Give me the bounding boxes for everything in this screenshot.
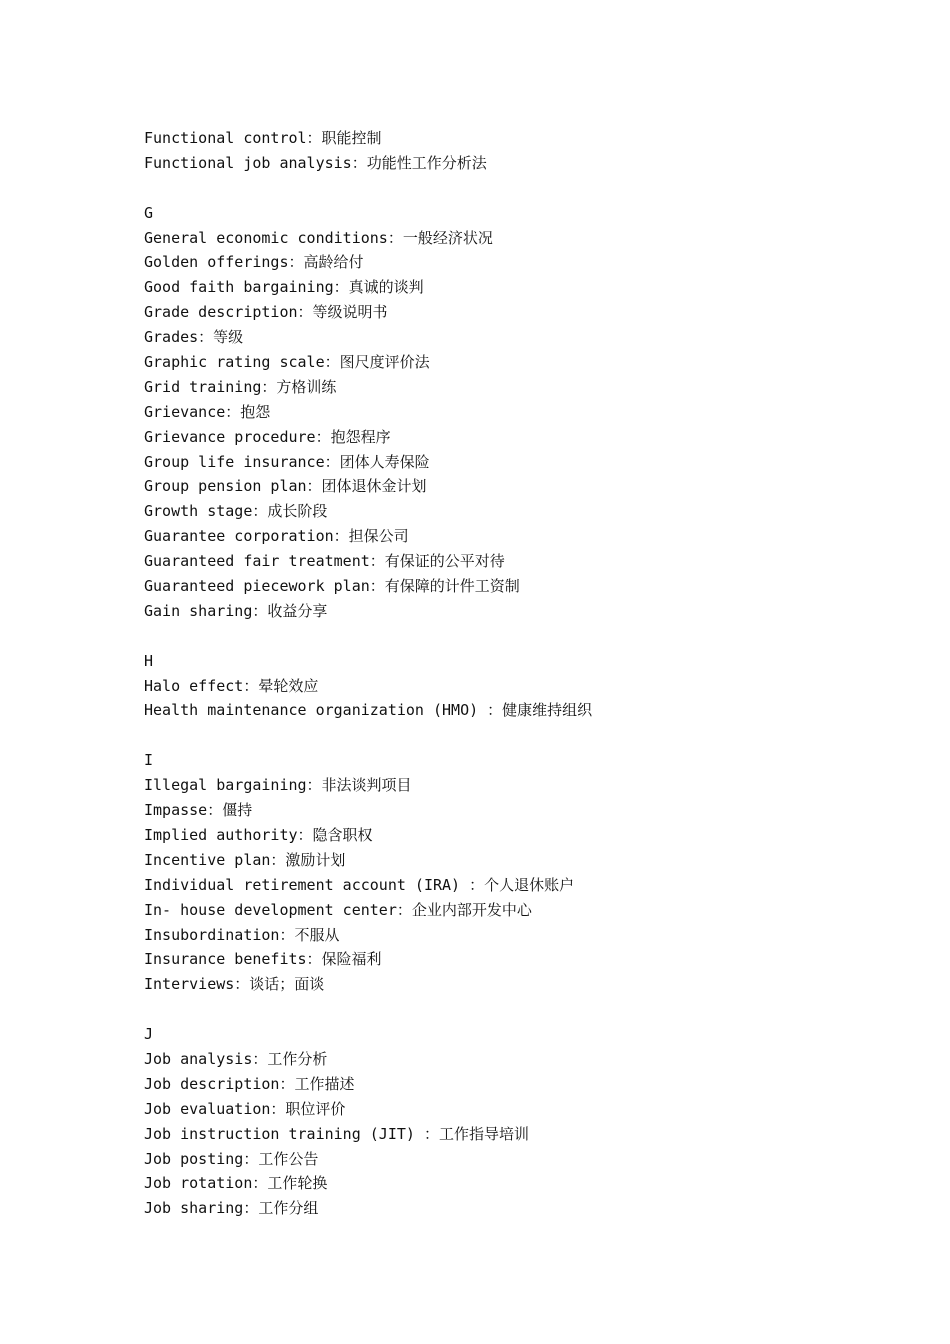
glossary-entry: Incentive plan：激励计划 [144, 850, 346, 869]
glossary-section-j [144, 1022, 904, 1221]
glossary-entry: Job sharing：工作分组 [144, 1199, 319, 1218]
section-letter-i: I [144, 751, 154, 770]
glossary-entry: Group pension plan：团体退休金计划 [144, 477, 427, 496]
glossary-entry: Grievance procedure：抱怨程序 [144, 427, 391, 446]
glossary-entry: Job description：工作描述 [144, 1074, 355, 1093]
glossary-entry: General economic conditions：一般经济状况 [144, 228, 493, 247]
glossary-entry: Job posting：工作公告 [144, 1149, 319, 1168]
glossary-entry: Grievance：抱怨 [144, 402, 271, 421]
section-letter-j: J [144, 1025, 154, 1044]
section-spacer [144, 723, 904, 748]
glossary-entry: Implied authority：隐含职权 [144, 825, 373, 844]
glossary-entry: Grade description：等级说明书 [144, 303, 388, 322]
glossary-entry: Gain sharing：收益分享 [144, 601, 328, 620]
glossary-page [144, 126, 904, 1221]
section-spacer [144, 176, 904, 201]
glossary-entry: Job instruction training (JIT) ：工作指导培训 [144, 1124, 529, 1143]
glossary-section-f [144, 126, 904, 176]
glossary-entry: Job analysis：工作分析 [144, 1049, 328, 1068]
glossary-entry: Grid training：方格训练 [144, 377, 337, 396]
glossary-entry: Impasse：僵持 [144, 801, 253, 820]
glossary-entry: Guarantee corporation：担保公司 [144, 527, 409, 546]
glossary-entry: Grades：等级 [144, 328, 244, 347]
glossary-entry: Insurance benefits：保险福利 [144, 950, 382, 969]
glossary-entry: Individual retirement account (IRA) ：个人退休账户 [144, 875, 575, 894]
glossary-entry: Group life insurance：团体人寿保险 [144, 452, 430, 471]
section-letter-h: H [144, 651, 154, 670]
glossary-entry: Graphic rating scale：图尺度评价法 [144, 353, 430, 372]
glossary-entry: Illegal bargaining：非法谈判项目 [144, 776, 412, 795]
section-letter-g: G [144, 203, 154, 222]
glossary-entry: Health maintenance organization (HMO) ：健康维持组织 [144, 701, 593, 720]
glossary-entry: Golden offerings：高龄给付 [144, 253, 364, 272]
glossary-entry: Growth stage：成长阶段 [144, 502, 328, 521]
glossary-entry: Good faith bargaining：真诚的谈判 [144, 278, 424, 297]
glossary-entry: Insubordination：不服从 [144, 925, 340, 944]
section-spacer [144, 624, 904, 649]
glossary-section-i [144, 748, 904, 997]
glossary-entry: Functional job analysis：功能性工作分析法 [144, 153, 487, 172]
glossary-entry: Functional control：职能控制 [144, 129, 382, 147]
glossary-entry: Guaranteed piecework plan：有保障的计件工资制 [144, 577, 520, 596]
glossary-entry: Interviews：谈话；面谈 [144, 975, 325, 994]
glossary-entry: In- house development center：企业内部开发中心 [144, 900, 532, 919]
glossary-entry: Job evaluation：职位评价 [144, 1099, 346, 1118]
section-spacer [144, 997, 904, 1022]
glossary-section-h [144, 649, 904, 724]
glossary-entry: Guaranteed fair treatment：有保证的公平对待 [144, 552, 505, 571]
glossary-entry: Halo effect：晕轮效应 [144, 676, 319, 695]
glossary-entry: Job rotation：工作轮换 [144, 1174, 328, 1193]
glossary-section-g [144, 201, 904, 624]
